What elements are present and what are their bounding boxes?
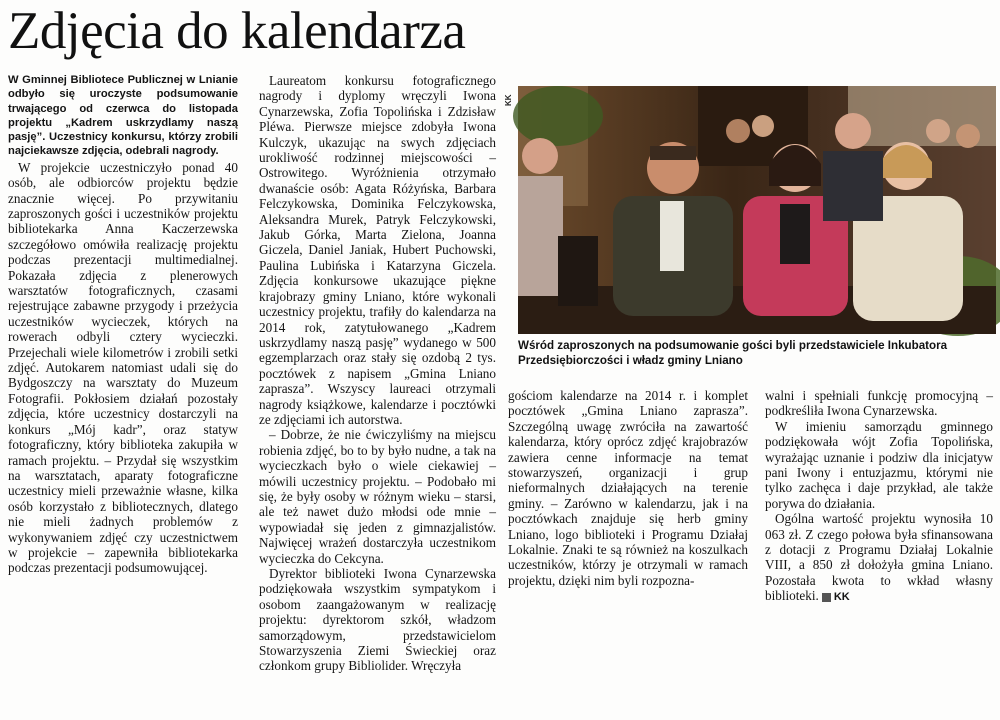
photo-illustration [518, 86, 996, 334]
article-headline: Zdjęcia do kalendarza [8, 2, 466, 60]
article-paragraph: walni i spełniali funkcję promocyjną – podkreśliła Iwona Cynarzewska. [765, 388, 993, 419]
article-paragraph: gościom kalendarze na 2014 r. i komplet pocztówek „Gmina Lniano zaprasza”. Szczególną uwagę zwróciła na zawartość kalendarza, który oprócz zdjęć krajobrazów zawiera cenne informacje na temat stowarzyszeń, organizacji i grup nieformalnych działających na terenie gminy. – Zarówno w kalendarzu, jak i na pocztówkach znajduje się herb gminy Lniano, logo biblioteki i Programu Działaj Lokalnie. Znaki te są również na koszulkach uczestników, którzy je otrzymali w ramach projektu, dzięki nim byli rozpozna- [508, 388, 748, 588]
article-paragraph: W imieniu samorządu gminnego podziękowała wójt Zofia Topolińska, wyrażając uznanie i podziw dla inicjatyw pani Iwony i entuzjazmu, którymi nie tylko zachęca i daje przykład, ale także porywa do działania. [765, 418, 993, 511]
photo-credit [502, 88, 516, 128]
article-paragraph: W projekcie uczestniczyło ponad 40 osób, ale odbiorców projektu będzie znacznie więcej. Po przywitaniu zaproszonych gości i uczestników projektu bibliotekarka Anna Kaczerzewska szczegółowo omówiła realizację projektu podczas prezentacji multimedialnej. Pokazała zdjęcia z plenerowych warsztatów fotograficznych, czasami rejestrujące zabawne przygody i przeżycia uczestników wycieczek, których na rowerach odbyli cztery wycieczki. Przejechali wiele kilometrów i zrobili setki zdjęć. Autokarem natomiast udali się do Bydgoszczy na warsztaty do Muzeum Fotografii. Pokłosiem działań pozostały zdjęcia, które uczestnicy dostarczyli na konkurs „Mój kadr”, oraz statyw fotograficzny, który biblioteka zakupiła w ramach projektu. – Przydał się wszystkim na warsztatach, aparaty fotograficzne uczestnicy mieli przeważnie własne, kilka osób korzystało z bibliotecznych, dlatego nie mieli żadnych problemów z wykonywaniem zdjęć czy uczestnictwem w projekcie – zapewniła bibliotekarka podczas prezentacji podsumowującej. [8, 159, 238, 576]
photo-credit-text: KK [504, 94, 513, 106]
article-column-3 [508, 388, 748, 718]
article-paragraph-text: Ogólna wartość projektu wynosiła 10 063 zł. Z czego połowa była sfinansowana z dotacji z Programu Działaj Lokalnie VIII, a 850 zł dołożyła gmina Lniano. Pozostała kwota to wkład własny biblioteki. [765, 511, 993, 604]
article-column-1 [8, 73, 238, 603]
author-signature: KK [833, 591, 850, 604]
article-photo [518, 86, 996, 334]
article-column-4 [765, 388, 993, 604]
article-lead: W Gminnej Bibliotece Publicznej w Lnianie odbyło się uroczyste podsumowanie trwającego od czerwca do listopada projektu „Kadrem uskrzydlamy naszą pasję”. Uczestnicy konkursu, którzy zrobili najciekawsze zdjęcia, odebrali nagrody. [8, 74, 238, 158]
article-paragraph: – Dobrze, że nie ćwiczyliśmy na miejscu robienia zdjęć, bo to by było nudne, a tak na wycieczkach było o wiele ciekawiej – mówili uczestnicy projektu. – Podobało mi się, że były osoby w różnym wieku – starsi, ale też nawet dużo młodsi ode mnie – wypowiadał się jeden z gimnazjalistów. Najwięcej wrażeń dostarczyła uczestnikom wycieczka do Cekcyna. [259, 427, 496, 566]
article-paragraph: Dyrektor biblioteki Iwona Cynarzewska podziękowała wszystkim sympatykom i osobom zaangażowanym w realizację projektu: dyrektorom szkół, władzom samorządowym, przedstawicielom Stowarzyszenia Ziemi Świeckiej oraz członkom grupy Bibliolider. Wręczyła [259, 566, 496, 674]
photo-caption: Wśród zaproszonych na podsumowanie gości byli przedstawiciele Inkubatora Przedsiębiorczości i władz gminy Lniano [518, 339, 948, 367]
article-column-2 [259, 73, 496, 718]
end-mark-icon [822, 593, 831, 602]
article-paragraph: Laureatom konkursu fotograficznego nagrody i dyplomy wręczyli Iwona Cynarzewska, Zofia Topolińska i Zdzisław Pléwa. Pierwsze miejsce zdobyła Iwona Kulczyk, ukazując na swych zdjęciach urokliwość rodzinnej miejscowości – Ostrowitego. Wyróżnienia otrzymało dwanaście osób: Agata Różyńska, Barbara Felczykowska, Dominika Felczykowska, Aleksandra Murek, Patryk Felczykowski, Jakub Górka, Marta Zielona, Joanna Giczela, Daniel Janiak, Hubert Puchowski, Paulina Lubińska i Katarzyna Giczela. Zdjęcia konkursowe ukazujące piękne krajobrazy gminy Lniano, które wykonali uczestnicy projektu, trafiły do kalendarza na 2014 rok, zatytułowanego „Kadrem uskrzydlamy naszą pasję” wydanego w 500 egzemplarzach oraz stały się ozdobą 2 tys. pocztówek z napisem „Gmina Lniano zaprasza”. Wszyscy laureaci otrzymali nagrody książkowe, kalendarze i pocztówki ze zdjęciami ich autorstwa. [259, 73, 496, 427]
article-paragraph [765, 511, 993, 605]
